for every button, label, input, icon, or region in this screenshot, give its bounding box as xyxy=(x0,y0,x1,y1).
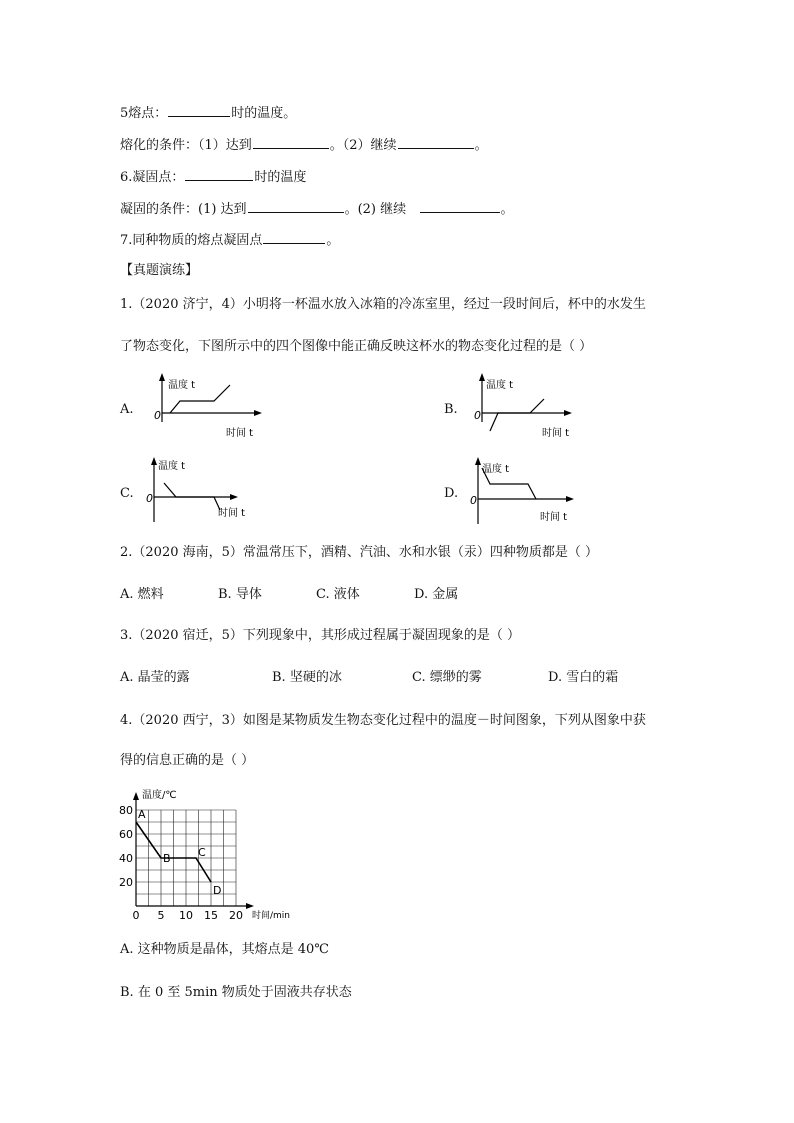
origin-label: 0 xyxy=(470,494,477,507)
q4-option-b[interactable]: B. 在 0 至 5min 物质处于固液共存状态 xyxy=(120,985,352,1000)
time-label: 时间 t xyxy=(542,428,570,439)
blank[interactable] xyxy=(248,200,344,213)
x-axis-arrow xyxy=(254,410,262,416)
q1-graph-d[interactable] xyxy=(466,456,586,528)
point-label-b: B xyxy=(163,852,171,865)
y-axis-arrow xyxy=(475,457,481,465)
review-line-6 xyxy=(120,168,306,186)
q1-option-d-label[interactable]: D. xyxy=(444,486,459,501)
point-label-d: D xyxy=(213,884,222,897)
blank[interactable] xyxy=(253,136,329,149)
y-tick-label: 40 xyxy=(119,852,133,865)
y-axis-label: 温度/℃ xyxy=(142,790,177,801)
review-line-7 xyxy=(120,231,339,249)
q3-option-b[interactable]: B. 坚硬的冰 xyxy=(272,670,342,685)
blank[interactable] xyxy=(168,104,230,117)
l6-suffix: 时的温度 xyxy=(254,170,307,185)
q1-graph-a[interactable] xyxy=(150,372,275,444)
blank[interactable] xyxy=(263,231,325,244)
x-tick-label: 5 xyxy=(157,909,165,922)
q1-stem-line2: 了物态变化，下图所示中的四个图像中能正确反映这杯水的物态变化过程的是（ ） xyxy=(120,339,593,354)
x-axis-arrow xyxy=(566,496,574,502)
l7-end: 。 xyxy=(326,233,340,248)
q4-temperature-time-chart xyxy=(112,784,312,924)
point-label-a: A xyxy=(138,808,146,821)
y-axis-arrow xyxy=(133,792,139,800)
sol-cond-mid: 。(2) 继续 xyxy=(344,202,407,217)
origin-label: 0 xyxy=(146,492,153,505)
q1-stem-line1: 1.（2020 济宁，4）小明将一杯温水放入冰箱的冷冻室里，经过一段时间后，杯中的水发生 xyxy=(120,297,646,312)
q2-option-a[interactable]: A. 燃料 xyxy=(120,587,164,602)
melt-cond-mid: 。（2）继续 xyxy=(329,138,397,153)
temp-label: 温度 t xyxy=(486,380,514,391)
temp-label: 温度 t xyxy=(482,464,510,475)
q3-option-d[interactable]: D. 雪白的霜 xyxy=(548,670,619,685)
x-tick-label: 15 xyxy=(204,909,218,922)
q1-option-a-label[interactable]: A. xyxy=(120,402,134,417)
q3-option-a[interactable]: A. 晶莹的露 xyxy=(120,670,190,685)
q2-stem: 2.（2020 海南，5）常温常压下，酒精、汽油、水和水银（汞）四种物质都是（ ） xyxy=(120,545,599,560)
y-axis-arrow xyxy=(151,457,157,465)
y-tick-label: 60 xyxy=(119,828,133,841)
q1-graph-b[interactable] xyxy=(470,372,585,444)
temp-label: 温度 t xyxy=(158,461,186,472)
y-axis-arrow xyxy=(479,373,485,381)
section-title: 【真题演练】 xyxy=(120,263,199,278)
y-tick-label: 20 xyxy=(119,876,133,889)
q4-option-a[interactable]: A. 这种物质是晶体，其熔点是 40℃ xyxy=(120,942,329,957)
q2-option-c[interactable]: C. 液体 xyxy=(316,587,360,602)
q3-option-c[interactable]: C. 缥缈的雾 xyxy=(412,670,482,685)
point-label-c: C xyxy=(198,846,206,859)
curve xyxy=(490,399,544,431)
time-label: 时间 t xyxy=(226,428,254,439)
blank[interactable] xyxy=(185,168,253,181)
sol-cond-end: 。 xyxy=(500,202,514,217)
l7-prefix: 7.同种物质的熔点凝固点 xyxy=(120,233,263,248)
x-tick-label: 0 xyxy=(132,909,140,922)
x-tick-label: 20 xyxy=(229,909,243,922)
x-axis-arrow xyxy=(230,494,238,500)
review-line-5 xyxy=(120,104,296,122)
q4-stem-line1: 4.（2020 西宁，3）如图是某物质发生物态变化过程中的温度－时间图象，下列从图象中获 xyxy=(120,713,646,728)
origin-label: 0 xyxy=(474,409,481,422)
x-axis-label: 时间/min xyxy=(252,911,291,921)
l5-prefix: 5熔点： xyxy=(120,106,168,121)
time-label: 时间 t xyxy=(218,508,246,519)
temp-label: 温度 t xyxy=(168,380,196,391)
q2-option-d[interactable]: D. 金属 xyxy=(414,587,459,602)
solidify-condition-line xyxy=(120,200,514,218)
blank[interactable] xyxy=(420,200,500,213)
melt-condition-line xyxy=(120,136,488,154)
q1-option-c-label[interactable]: C. xyxy=(120,486,134,501)
melt-cond-prefix: 熔化的条件：（1）达到 xyxy=(120,138,252,153)
x-axis-arrow xyxy=(564,410,572,416)
origin-label: 0 xyxy=(154,409,161,422)
melt-cond-end: 。 xyxy=(474,138,488,153)
q2-option-b[interactable]: B. 导体 xyxy=(218,587,262,602)
l6-prefix: 6.凝固点： xyxy=(120,170,185,185)
y-tick-label: 80 xyxy=(119,804,133,817)
q1-option-b-label[interactable]: B. xyxy=(444,402,458,417)
q4-stem-line2: 得的信息正确的是（ ） xyxy=(120,753,255,768)
y-axis-arrow xyxy=(159,373,165,381)
x-axis-arrow xyxy=(246,903,254,909)
blank[interactable] xyxy=(398,136,474,149)
q1-graph-c[interactable] xyxy=(142,456,257,526)
x-tick-label: 10 xyxy=(179,909,193,922)
sol-cond-prefix: 凝固的条件：(1) 达到 xyxy=(120,202,247,217)
q3-stem: 3.（2020 宿迁，5）下列现象中，其形成过程属于凝固现象的是（ ） xyxy=(120,628,521,643)
l5-suffix: 时的温度。 xyxy=(231,106,297,121)
time-label: 时间 t xyxy=(540,512,568,523)
